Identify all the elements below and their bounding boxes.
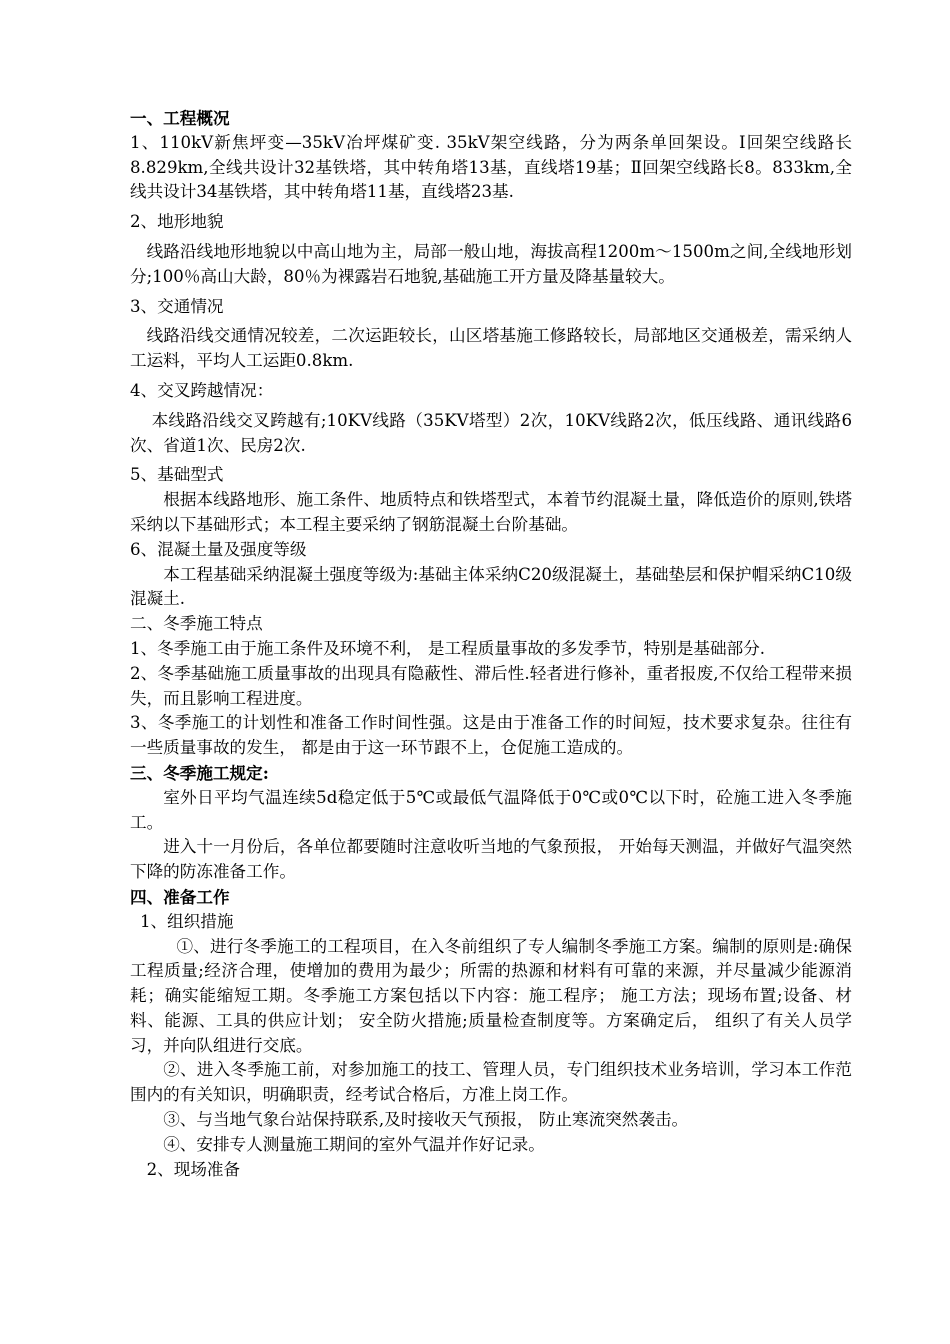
paragraph-organization-1: ①、进行冬季施工的工程项目，在入冬前组织了专人编制冬季施工方案。编制的原则是:确保工程质量;经济合理，使增加的费用为最少；所需的热源和材料有可靠的来源，并尽量减少能源消耗；确实能缩短工期。冬季施工方案包括以下内容：施工程序； 施工方法；现场布置;设备、材料、能源、工具的供应计划； 安全防火措施;质量检查制度等。方案确定后， 组织了有关人员学习，并向队组进行交底。 [130, 936, 852, 1055]
subheading-site-preparation: 2、现场准备 [146, 1159, 241, 1179]
section-heading-winter-rules: 三、冬季施工规定: [130, 762, 269, 783]
paragraph-line-overview: 1、110kV新焦坪变—35kV冶坪煤矿变. 35kV架空线路，分为两条单回架设。Ⅰ回架空线路长8.829km,全线共设计32基铁塔，其中转角塔13基，直线塔19基；Ⅱ回架空线路长8。833km,全线共设计34基铁塔，其中转角塔11基，直线塔23基. [130, 132, 852, 202]
subheading-traffic: 3、交通情况 [130, 296, 224, 316]
paragraph-winter-feature-1: 1、冬季施工由于施工条件及环境不利， 是工程质量事故的多发季节，特别是基础部分. [130, 638, 766, 658]
section-heading-project-overview: 一、工程概况 [130, 108, 230, 128]
document-body [130, 106, 852, 1182]
paragraph-organization-3: ③、与当地气象台站保持联系,及时接收天气预报， 防止寒流突然袭击。 [163, 1110, 689, 1130]
paragraph-winter-rule-2: 进入十一月份后，各单位都要随时注意收听当地的气象预报， 开始每天测温，并做好气温突然下降的防冻准备工作。 [130, 837, 852, 882]
subheading-foundation-type: 5、基础型式 [130, 465, 224, 485]
subheading-organization-measures: 1、组织措施 [139, 911, 234, 931]
section-heading-winter-features: 二、冬季施工特点 [130, 614, 263, 634]
paragraph-winter-feature-2: 2、冬季基础施工质量事故的出现具有隐蔽性、滞后性.轻者进行修补，重者报废,不仅给工程带来损失，而且影响工程进度。 [130, 663, 852, 708]
paragraph-winter-feature-3: 3、冬季施工的计划性和准备工作时间性强。这是由于准备工作的时间短，技术要求复杂。往往有一些质量事故的发生， 都是由于这一环节跟不上，仓促施工造成的。 [130, 713, 852, 758]
paragraph-concrete-grade: 本工程基础采纳混凝土强度等级为:基础主体采纳C20级混凝土，基础垫层和保护帽采纳C10级混凝土. [130, 564, 852, 609]
paragraph-traffic: 线路沿线交通情况较差，二次运距较长，山区塔基施工修路较长，局部地区交通极差，需采纳人工运料，平均人工运距0.8km. [130, 326, 852, 371]
subheading-terrain: 2、地形地貌 [130, 212, 224, 232]
paragraph-winter-rule-1: 室外日平均气温连续5d稳定低于5℃或最低气温降低于0℃或0℃以下时，砼施工进入冬季施工。 [130, 787, 852, 832]
paragraph-crossings: 本线路沿线交叉跨越有;10KV线路（35KV塔型）2次，10KV线路2次，低压线路、通讯线路6次、省道1次、民房2次. [130, 410, 852, 455]
subheading-concrete-grade: 6、混凝土量及强度等级 [130, 539, 307, 559]
subheading-crossings: 4、交叉跨越情况： [130, 380, 274, 400]
paragraph-organization-2: ②、进入冬季施工前，对参加施工的技工、管理人员，专门组织技术业务培训，学习本工作范围内的有关知识，明确职责，经考试合格后，方准上岗工作。 [130, 1060, 852, 1105]
paragraph-terrain: 线路沿线地形地貌以中高山地为主，局部一般山地，海拔高程1200m～1500m之间,全线地形划分;100％高山大龄，80％为裸露岩石地貌,基础施工开方量及降基量较大。 [130, 241, 852, 286]
section-heading-preparation: 四、准备工作 [130, 886, 230, 907]
paragraph-organization-4: ④、安排专人测量施工期间的室外气温并作好记录。 [163, 1134, 545, 1154]
paragraph-foundation-type: 根据本线路地形、施工条件、地质特点和铁塔型式，本着节约混凝土量，降低造价的原则,铁塔采纳以下基础形式；本工程主要采纳了钢筋混凝土台阶基础。 [130, 490, 852, 534]
